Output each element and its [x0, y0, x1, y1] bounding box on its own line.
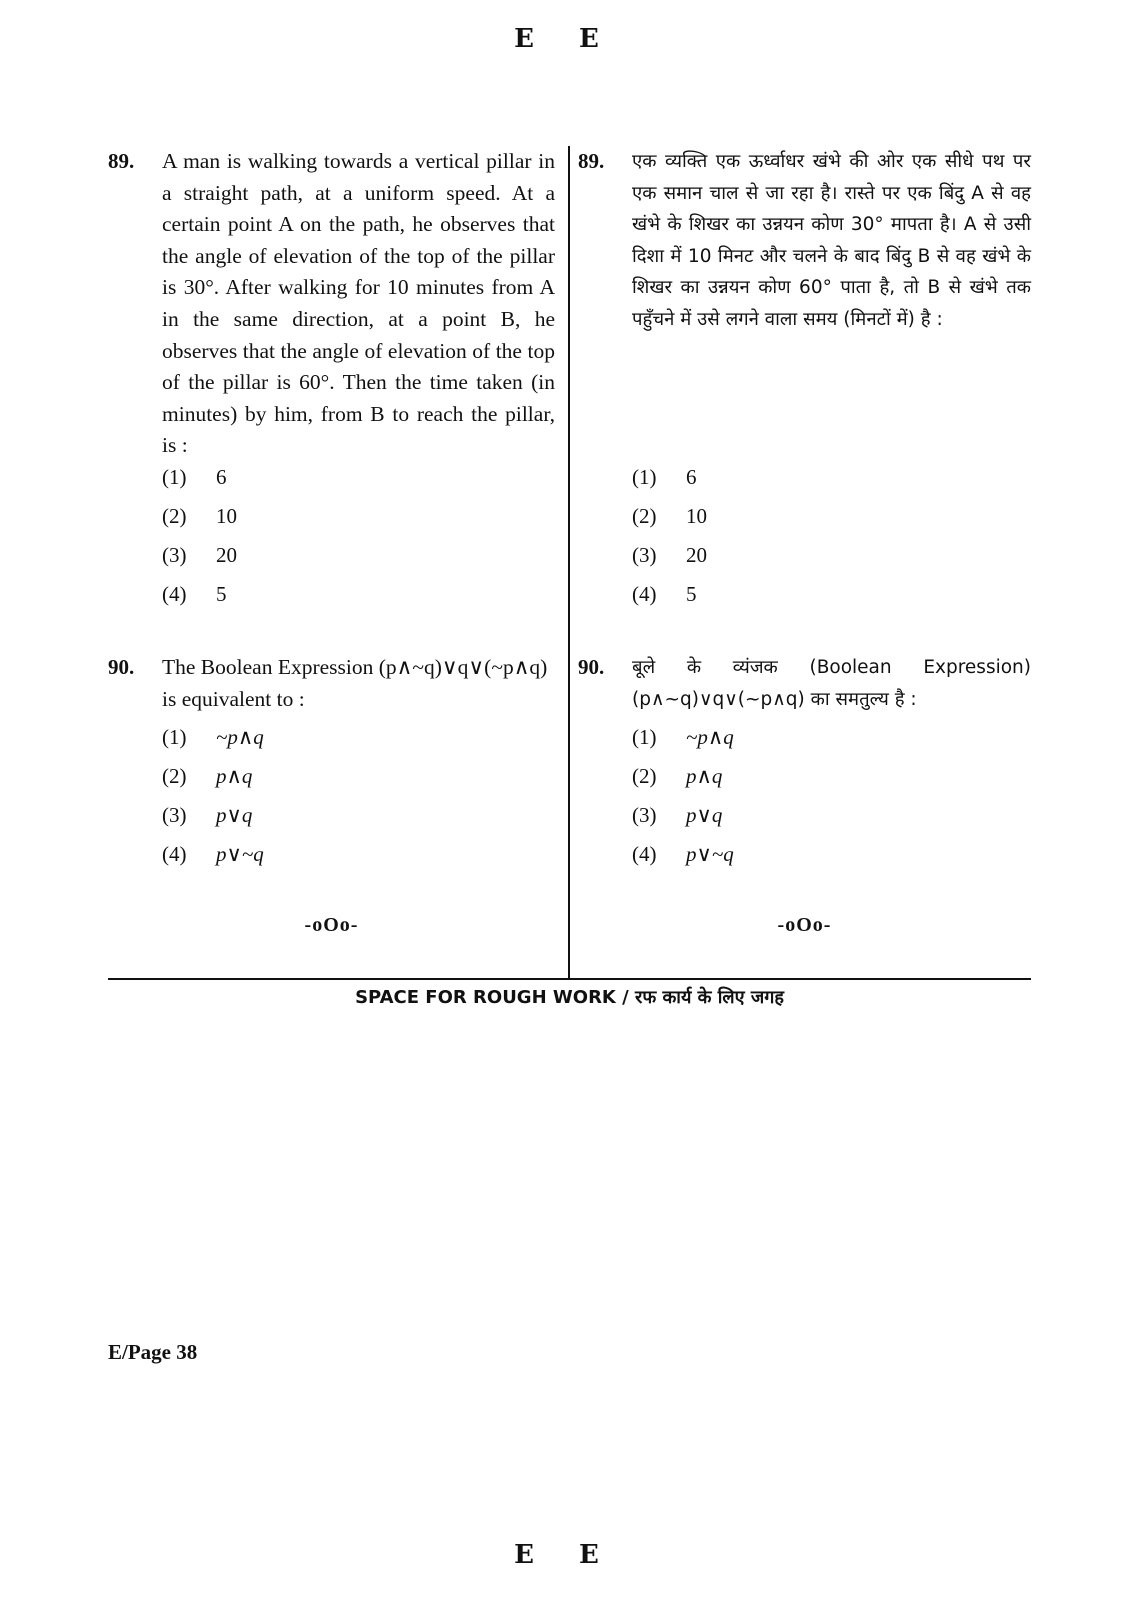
question-text: The Boolean Expression (p∧~q)∨q∨(~p∧q) is equivalent to :	[162, 655, 548, 711]
option-2[interactable]: (2) p∧q	[162, 764, 253, 788]
horizontal-rule	[108, 978, 1031, 980]
options-90-hindi	[632, 722, 1031, 878]
paper-code-header: E E	[514, 24, 617, 54]
option-2[interactable]: (2) 10	[162, 504, 237, 528]
end-mark: -oOo-	[304, 914, 359, 936]
option-1[interactable]: (1) ~p∧q	[632, 725, 734, 749]
options-89-english	[162, 462, 555, 618]
option-2[interactable]: (2) 10	[632, 504, 707, 528]
question-90-hindi	[578, 652, 1031, 715]
question-89-hindi	[578, 146, 1031, 336]
end-mark: -oOo-	[777, 914, 832, 936]
question-number: 89.	[578, 149, 605, 173]
option-4[interactable]: (4) p∨~q	[162, 842, 264, 866]
option-3[interactable]: (3) p∨q	[162, 803, 253, 827]
option-1[interactable]: (1) 6	[632, 465, 697, 489]
option-2[interactable]: (2) p∧q	[632, 764, 723, 788]
question-text: बूले के व्यंजक (Boolean Expression) (p∧~q)∨q∨(~p∧q) का समतुल्य है :	[632, 657, 1031, 710]
paper-code-footer: E E	[514, 1540, 617, 1570]
question-89-english	[108, 146, 555, 462]
option-4[interactable]: (4) 5	[162, 582, 227, 606]
option-4[interactable]: (4) 5	[632, 582, 697, 606]
options-89-hindi	[632, 462, 1031, 618]
option-3[interactable]: (3) p∨q	[632, 803, 723, 827]
options-90-english	[162, 722, 555, 878]
question-number: 90.	[578, 655, 605, 679]
option-1[interactable]: (1) ~p∧q	[162, 725, 264, 749]
question-number: 90.	[108, 655, 135, 679]
question-text: एक व्यक्ति एक ऊर्ध्वाधर खंभे की ओर एक सीधे पथ पर एक समान चाल से जा रहा है। रास्ते पर एक बिंदु A से वह खंभे के शिखर का उन्नयन कोण 30° मापता है। A से उसी दिशा में 10 मिनट और चलने के बाद बिंदु B से वह खंभे के शिखर का उन्नयन कोण 60° पाता है, तो B से खंभे तक पहुँचने में उसे लगने वाला समय (मिनटों में) है :	[632, 151, 1031, 330]
question-90-english	[108, 652, 555, 715]
page-number: E/Page 38	[108, 1340, 198, 1364]
option-4[interactable]: (4) p∨~q	[632, 842, 734, 866]
question-text: A man is walking towards a vertical pillar in a straight path, at a uniform speed. At a certain point A on the path, he observes that the angle of elevation of the top of the pillar is 30°. After walking for 10 minutes from A in the same direction, at a point B, he observes that the angle of elevation of the top of the pillar is 60°. Then the time taken (in minutes) by him, from B to reach the pillar, is :	[162, 149, 555, 458]
column-divider	[568, 146, 570, 978]
question-number: 89.	[108, 149, 135, 173]
option-1[interactable]: (1) 6	[162, 465, 227, 489]
option-3[interactable]: (3) 20	[632, 543, 707, 567]
rough-work-heading: SPACE FOR ROUGH WORK / रफ कार्य के लिए जगह	[355, 987, 784, 1008]
option-3[interactable]: (3) 20	[162, 543, 237, 567]
